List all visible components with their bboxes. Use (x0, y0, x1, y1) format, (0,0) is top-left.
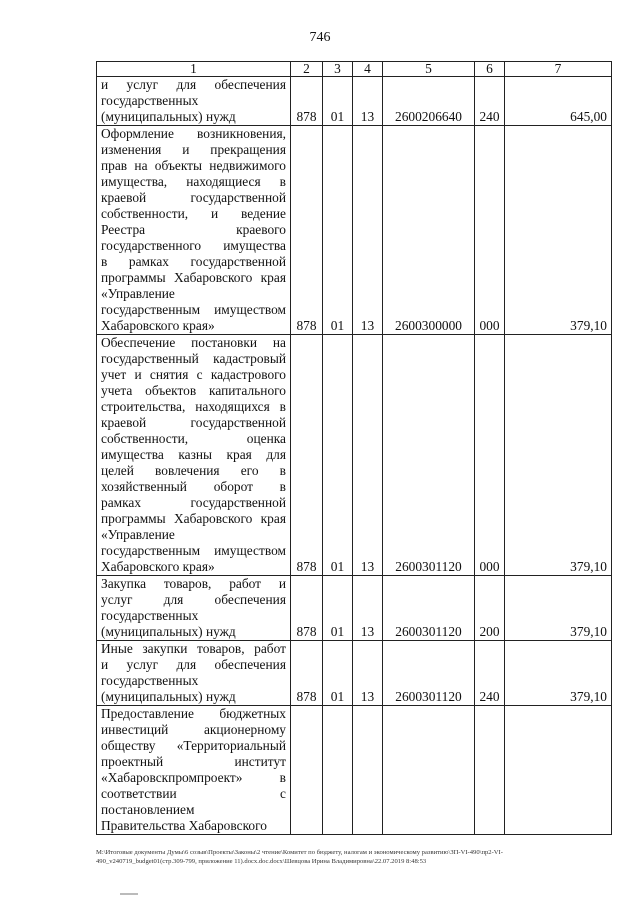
code-cell: 878 (291, 126, 323, 335)
row-name-line: «Управление (101, 527, 175, 542)
row-name-line: краевой государственной (101, 415, 286, 430)
row-name-line: государственный кадастровый (101, 351, 286, 366)
amount-cell: 645,00 (505, 77, 612, 126)
table-row (97, 335, 612, 576)
target-article-cell: 2600301120 (383, 335, 475, 576)
row-name-line: инвестиций акционерному (101, 722, 286, 737)
row-name-line: (муниципальных) нужд (101, 109, 236, 124)
section-cell: 01 (323, 77, 353, 126)
row-name-line: Реестра краевого (101, 222, 286, 237)
amount-cell: 379,10 (505, 126, 612, 335)
row-name-line: государственного имущества (101, 238, 286, 253)
expense-type-cell: 200 (475, 576, 505, 641)
code-cell: 878 (291, 335, 323, 576)
row-name-line: государственным имуществом (101, 302, 286, 317)
amount-cell (505, 706, 612, 835)
document-footer (96, 848, 616, 866)
row-name-line: рамках государственной (101, 495, 286, 510)
row-name-line: «Управление (101, 286, 175, 301)
amount-cell: 379,10 (505, 335, 612, 576)
amount-cell: 379,10 (505, 576, 612, 641)
row-name-line: обществу «Территориальный (101, 738, 286, 753)
subsection-cell: 13 (353, 641, 383, 706)
section-cell: 01 (323, 641, 353, 706)
code-cell: 878 (291, 77, 323, 126)
expense-type-cell: 000 (475, 335, 505, 576)
row-name-line: собственности, и ведение (101, 206, 286, 221)
row-name-line: государственных (101, 608, 199, 623)
target-article-cell: 2600300000 (383, 126, 475, 335)
subsection-cell (353, 706, 383, 835)
row-name-line: строительства, находящихся в (101, 399, 286, 414)
expense-type-cell (475, 706, 505, 835)
row-name-line: краевой государственной (101, 190, 286, 205)
row-name-line: имущества казны края для (101, 447, 286, 462)
row-name-line: изменения и прекращения (101, 142, 286, 157)
page-number: 746 (309, 30, 331, 45)
row-name-line: государственных (101, 93, 199, 108)
subsection-cell: 13 (353, 126, 383, 335)
row-name-line: услуг для обеспечения (101, 592, 286, 607)
header-cell: 6 (475, 62, 505, 77)
row-name-line: Закупка товаров, работ и (101, 576, 286, 591)
row-name-line: Иные закупки товаров, работ (101, 641, 286, 656)
row-name-cell (97, 77, 291, 126)
row-name-line: государственных (101, 673, 199, 688)
row-name-cell (97, 706, 291, 835)
subsection-cell: 13 (353, 335, 383, 576)
row-name-line: собственности, оценка (101, 431, 286, 446)
table-row (97, 706, 612, 835)
code-cell: 878 (291, 576, 323, 641)
header-cell: 7 (505, 62, 612, 77)
row-name-line: Хабаровского края» (101, 318, 215, 333)
section-cell: 01 (323, 576, 353, 641)
header-cell: 5 (383, 62, 475, 77)
row-name-line: Оформление возникновения, (101, 126, 286, 141)
header-cell: 3 (323, 62, 353, 77)
row-name-line: проектный институт (101, 754, 286, 769)
row-name-line: государственным имуществом (101, 543, 286, 558)
row-name-line: программы Хабаровского края (101, 511, 286, 526)
row-name-cell (97, 126, 291, 335)
row-name-line: хозяйственный оборот в (101, 479, 286, 494)
row-name-line: «Хабаровскпромпроект» в (101, 770, 286, 785)
section-cell (323, 706, 353, 835)
row-name-line: учета объектов капитального (101, 383, 286, 398)
row-name-cell (97, 335, 291, 576)
row-name-line: имущества, находящиеся в (101, 174, 286, 189)
code-cell: 878 (291, 641, 323, 706)
footer-path-line: 490_v240719_budget01(стр.309-799, приложение 11).docx.doc.docx\Шевцова Ирина Владимировна\22.07.2019 8:48:53 (96, 858, 427, 865)
row-name-line: (муниципальных) нужд (101, 624, 236, 639)
header-cell: 4 (353, 62, 383, 77)
header-cell: 1 (97, 62, 291, 77)
row-name-cell (97, 576, 291, 641)
expense-type-cell: 000 (475, 126, 505, 335)
amount-cell: 379,10 (505, 641, 612, 706)
row-name-line: Обеспечение постановки на (101, 335, 286, 350)
expense-type-cell: 240 (475, 77, 505, 126)
scan-mark (120, 893, 138, 895)
table-row (97, 126, 612, 335)
target-article-cell (383, 706, 475, 835)
row-name-line: постановлением (101, 802, 195, 817)
table-row (97, 77, 612, 126)
target-article-cell: 2600206640 (383, 77, 475, 126)
header-cell: 2 (291, 62, 323, 77)
row-name-line: учет и снятия с кадастрового (101, 367, 286, 382)
row-name-line: Предоставление бюджетных (101, 706, 286, 721)
target-article-cell: 2600301120 (383, 576, 475, 641)
row-name-line: прав на объекты недвижимого (101, 158, 286, 173)
footer-path-line: M:\Итоговые документы Думы\6 созыв\Проекты\Законы\2 чтение\Комитет по бюджету, налогам и экономическому развитию\ЗП-VI-490\пр2-VI- (96, 849, 503, 856)
row-name-cell (97, 641, 291, 706)
table-header-row (97, 62, 612, 77)
row-name-line: в рамках государственной (101, 254, 286, 269)
row-name-line: соответствии с (101, 786, 286, 801)
budget-table (96, 61, 612, 835)
row-name-line: и услуг для обеспечения (101, 77, 286, 92)
row-name-line: Правительства Хабаровского (101, 818, 267, 833)
target-article-cell: 2600301120 (383, 641, 475, 706)
expense-type-cell: 240 (475, 641, 505, 706)
section-cell: 01 (323, 126, 353, 335)
table-row (97, 641, 612, 706)
row-name-line: целей вовлечения его в (101, 463, 286, 478)
subsection-cell: 13 (353, 77, 383, 126)
row-name-line: и услуг для обеспечения (101, 657, 286, 672)
code-cell (291, 706, 323, 835)
row-name-line: Хабаровского края» (101, 559, 215, 574)
table-row (97, 576, 612, 641)
row-name-line: программы Хабаровского края (101, 270, 286, 285)
subsection-cell: 13 (353, 576, 383, 641)
section-cell: 01 (323, 335, 353, 576)
row-name-line: (муниципальных) нужд (101, 689, 236, 704)
